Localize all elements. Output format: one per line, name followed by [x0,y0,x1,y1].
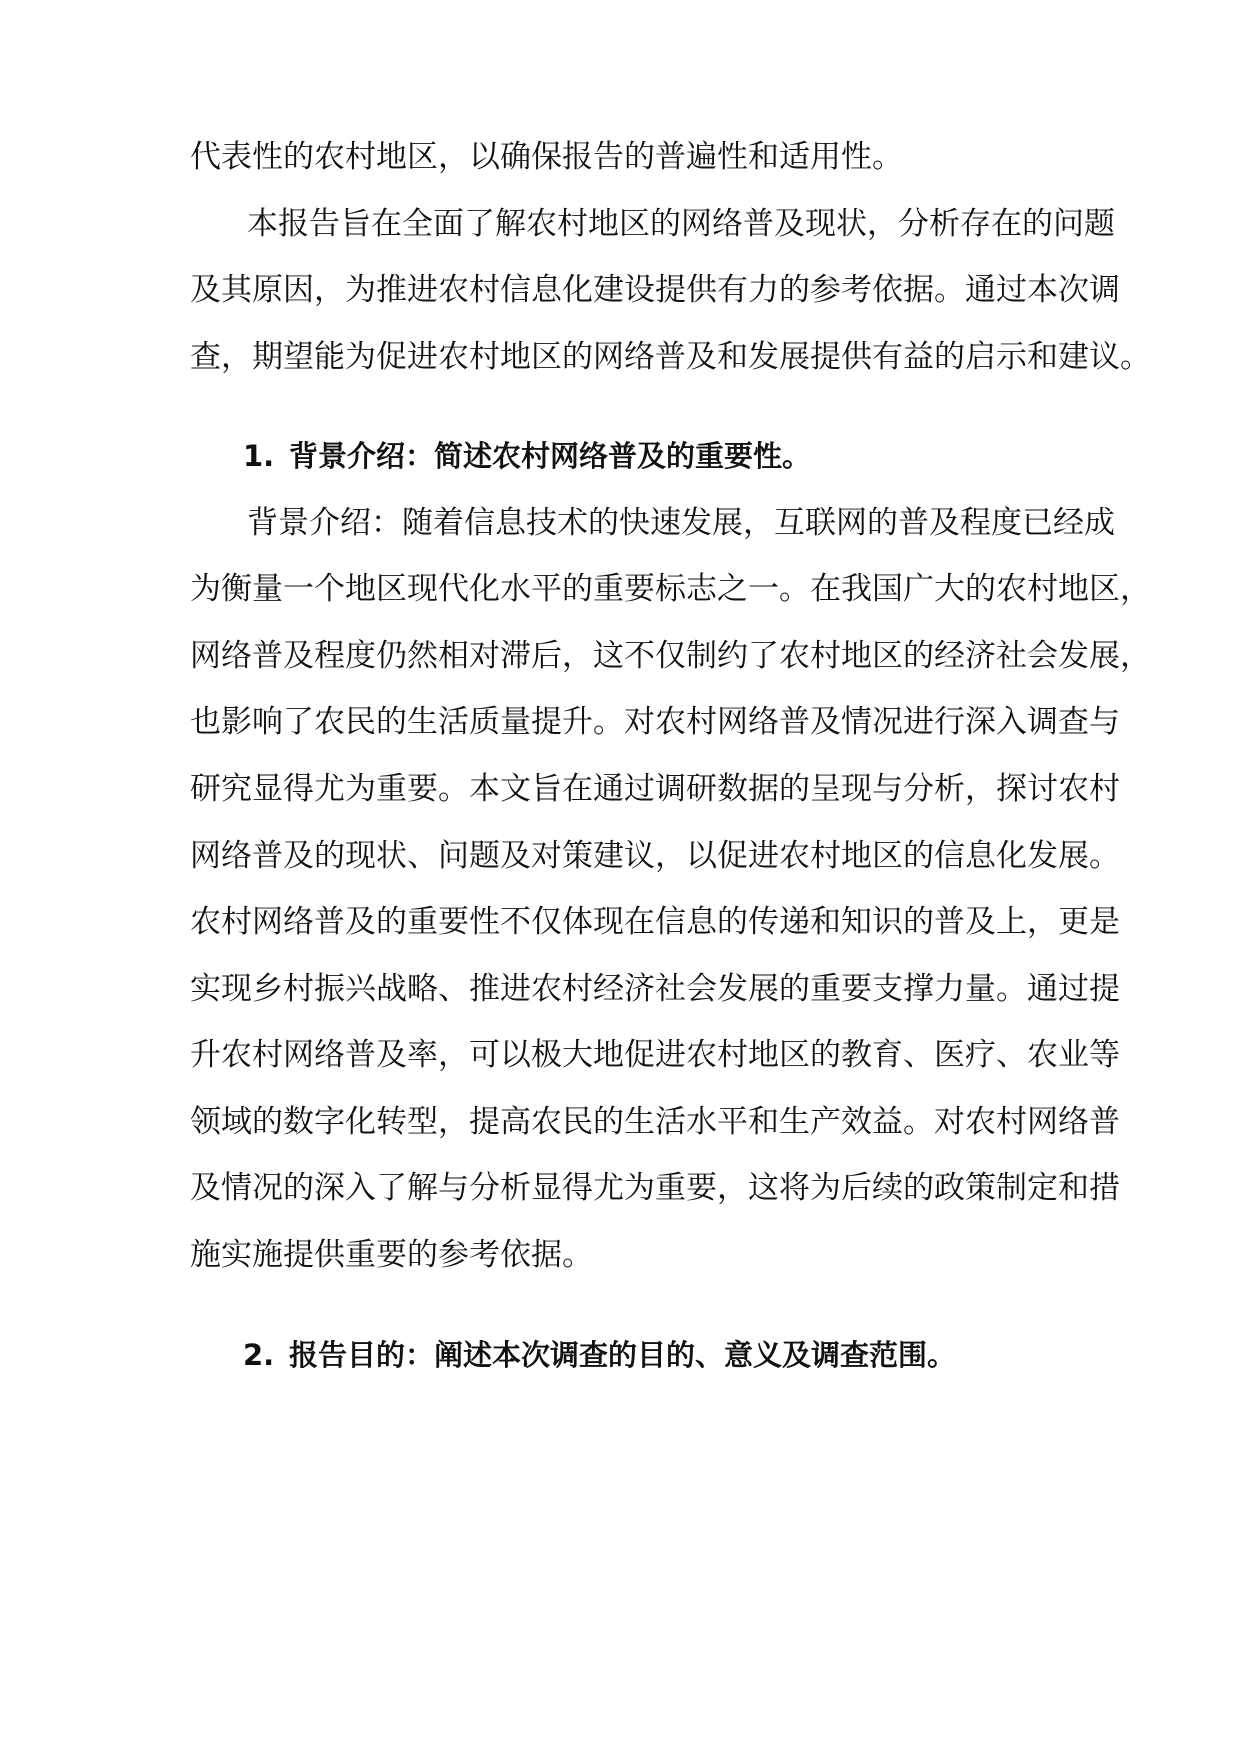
section-number: 2. [243,1338,275,1372]
body-text-line: 为衡量一个地区现代化水平的重要标志之一。在我国广大的农村地区， [190,571,1151,607]
section-title: 背景介绍：简述农村网络普及的重要性。 [289,439,812,473]
body-text-line: 代表性的农村地区，以确保报告的普遍性和适用性。 [190,139,903,175]
body-text-line: 施实施提供重要的参考依据。 [190,1237,593,1273]
body-text-line: 农村网络普及的重要性不仅体现在信息的传递和知识的普及上，更是 [190,904,1120,940]
body-text-line: 领域的数字化转型，提高农民的生活水平和生产效益。对农村网络普 [190,1104,1120,1140]
body-text-line: 查，期望能为促进农村地区的网络普及和发展提供有益的启示和建议。 [190,339,1151,375]
body-text-line: 实现乡村振兴战略、推进农村经济社会发展的重要支撑力量。通过提 [190,971,1120,1007]
body-text-line: 及其原因，为推进农村信息化建设提供有力的参考依据。通过本次调 [190,272,1120,308]
section-title: 报告目的：阐述本次调查的目的、意义及调查范围。 [289,1338,957,1372]
body-text-line: 及情况的深入了解与分析显得尤为重要，这将为后续的政策制定和措 [190,1170,1120,1206]
body-text-line: 网络普及的现状、问题及对策建议，以促进农村地区的信息化发展。 [190,838,1120,874]
body-text-line: 也影响了农民的生活质量提升。对农村网络普及情况进行深入调查与 [190,704,1120,740]
section-number: 1. [243,439,275,473]
body-text-line: 网络普及程度仍然相对滞后，这不仅制约了农村地区的经济社会发展， [190,638,1151,674]
section-heading-2 [243,1335,956,1375]
body-text-line: 研究显得尤为重要。本文旨在通过调研数据的呈现与分析，探讨农村 [190,771,1120,807]
body-text-line: 升农村网络普及率，可以极大地促进农村地区的教育、医疗、农业等 [190,1037,1120,1073]
body-text-line: 本报告旨在全面了解农村地区的网络普及现状，分析存在的问题 [247,206,1115,242]
body-text-line: 背景介绍：随着信息技术的快速发展，互联网的普及程度已经成 [247,505,1115,541]
section-heading-1 [243,436,811,476]
